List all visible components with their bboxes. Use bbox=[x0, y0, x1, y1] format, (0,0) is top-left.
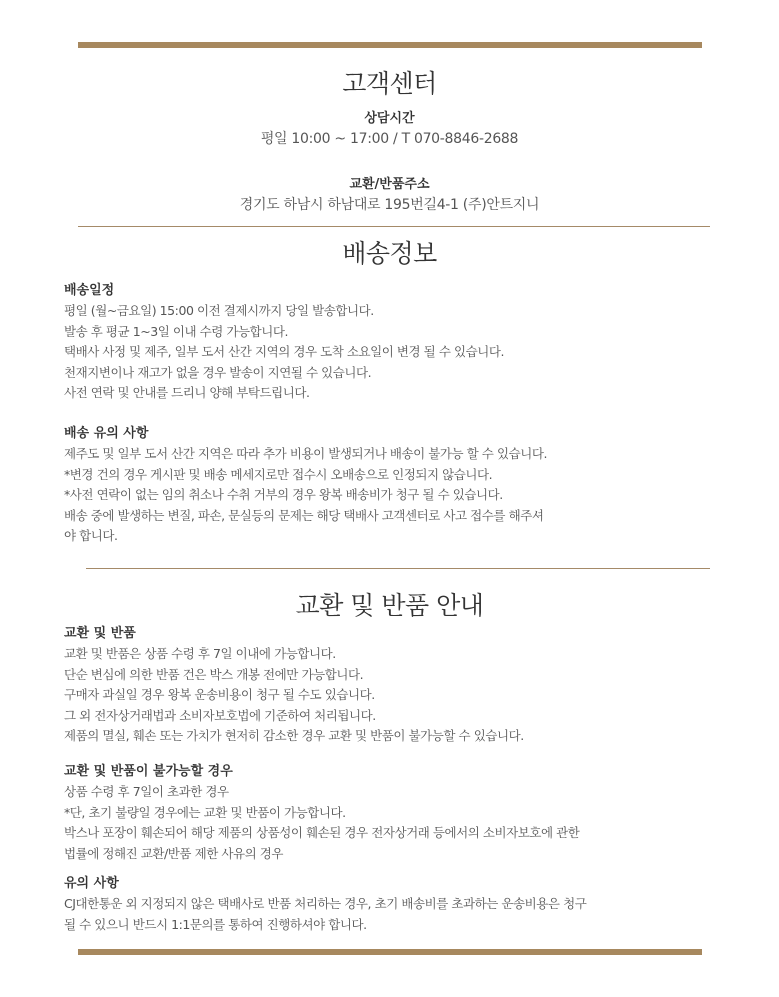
caution-block bbox=[64, 874, 724, 935]
shipping-schedule-line: 발송 후 평균 1~3일 이내 수령 가능합니다. bbox=[64, 323, 289, 339]
exchange-policy-line: 교환 및 반품은 상품 수령 후 7일 이내에 가능합니다. bbox=[64, 646, 336, 661]
exchange-not-allowed-line: *단, 초기 불량일 경우에는 교환 및 반품이 가능합니다. bbox=[64, 804, 346, 820]
exchange-not-allowed-line: 법률에 정해진 교환/반품 제한 사유의 경우 bbox=[64, 845, 284, 861]
shipping-notes-line: 제주도 및 일부 도서 산간 지역은 따라 추가 비용이 발생되거나 배송이 불가능 할 수 있습니다. bbox=[64, 446, 547, 461]
shipping-schedule-line: 천재지변이나 재고가 없을 경우 발송이 지연될 수 있습니다. bbox=[64, 364, 372, 380]
exchange-policy-block bbox=[64, 624, 724, 747]
exchange-policy-line: 구매자 과실일 경우 왕복 운송비용이 청구 될 수도 있습니다. bbox=[64, 687, 375, 702]
top-divider bbox=[78, 42, 702, 48]
shipping-schedule-heading: 배송일정 bbox=[64, 283, 115, 298]
exchange-policy-line: 제품의 멸실, 훼손 또는 가치가 현저히 감소한 경우 교환 및 반품이 불가능할 수 있습니다. bbox=[64, 728, 524, 743]
section-divider bbox=[78, 226, 710, 227]
exchange-not-allowed-line: 상품 수령 후 7일이 초과한 경우 bbox=[64, 784, 229, 799]
exchange-not-allowed-block bbox=[64, 762, 724, 864]
shipping-notes-line: *사전 연락이 없는 임의 취소나 수취 거부의 경우 왕복 배송비가 청구 될 수 있습니다. bbox=[64, 487, 503, 502]
caution-line: 될 수 있으니 반드시 1:1문의를 통하여 진행하셔야 합니다. bbox=[64, 916, 367, 932]
consult-hours-label: 상담시간 bbox=[364, 111, 415, 126]
caution-heading: 유의 사항 bbox=[64, 876, 119, 891]
exchange-not-allowed-heading: 교환 및 반품이 불가능할 경우 bbox=[64, 764, 233, 779]
exchange-policy-line: 단순 변심에 의한 반품 건은 박스 개봉 전에만 가능합니다. bbox=[64, 666, 364, 682]
shipping-notes-line: 야 합니다. bbox=[64, 528, 118, 543]
shipping-notes-line: *변경 건의 경우 게시판 및 배송 메세지로만 접수시 오배송으로 인정되지 않습니다. bbox=[64, 466, 493, 482]
bottom-divider bbox=[78, 949, 702, 955]
section-divider bbox=[86, 568, 710, 569]
customer-center-title: 고객센터 bbox=[342, 69, 437, 98]
shipping-info-title: 배송정보 bbox=[342, 239, 437, 268]
shipping-schedule-block bbox=[64, 281, 724, 404]
shipping-schedule-line: 평일 (월~금요일) 15:00 이전 결제시까지 당일 발송합니다. bbox=[64, 303, 374, 318]
shipping-notes-block bbox=[64, 424, 724, 547]
exchange-policy-heading: 교환 및 반품 bbox=[64, 626, 136, 641]
exchange-policy-line: 그 외 전자상거래법과 소비자보호법에 기준하여 처리됩니다. bbox=[64, 707, 376, 723]
return-address-label: 교환/반품주소 bbox=[349, 177, 430, 192]
consult-hours-value: 평일 10:00 ~ 17:00 / T 070-8846-2688 bbox=[260, 131, 519, 147]
shipping-notes-line: 배송 중에 발생하는 변질, 파손, 문실등의 문제는 해당 택배사 고객센터로 사고 접수를 해주셔 bbox=[64, 507, 544, 523]
exchange-return-title: 교환 및 반품 안내 bbox=[295, 591, 484, 620]
shipping-schedule-line: 택배사 사정 및 제주, 일부 도서 산간 지역의 경우 도착 소요일이 변경 될 수 있습니다. bbox=[64, 344, 505, 359]
exchange-not-allowed-line: 박스나 포장이 훼손되어 해당 제품의 상품성이 훼손된 경우 전자상거래 등에서의 소비자보호에 관한 bbox=[64, 825, 580, 840]
return-address-value: 경기도 하남시 하남대로 195번길4-1 (주)안트지니 bbox=[239, 197, 540, 213]
shipping-notes-heading: 배송 유의 사항 bbox=[64, 426, 149, 441]
shipping-schedule-line: 사전 연락 및 안내를 드리니 양해 부탁드립니다. bbox=[64, 385, 310, 400]
caution-line: CJ대한통운 외 지정되지 않은 택배사로 반품 처리하는 경우, 초기 배송비를 초과하는 운송비용은 청구 bbox=[64, 896, 587, 911]
